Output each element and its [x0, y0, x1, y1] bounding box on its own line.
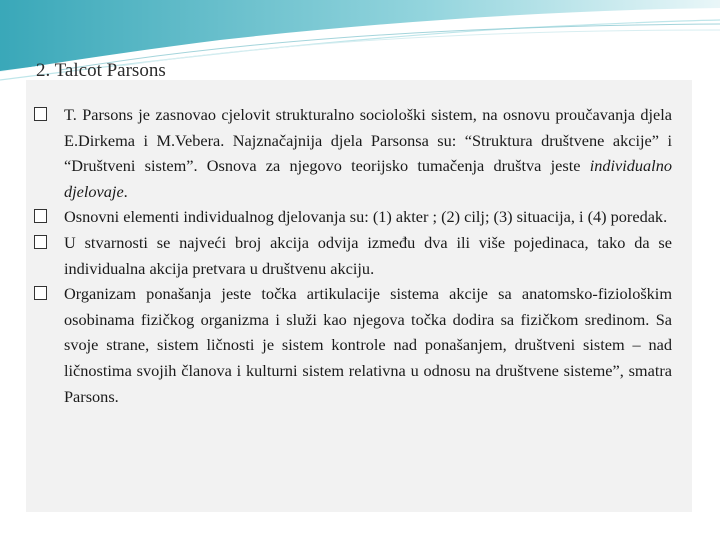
bullet-item: [34, 204, 672, 230]
bullet-text-italic: individualno djelovaje: [64, 156, 672, 201]
bullet-text: Osnovni elementi individualnog djelovanja su: (1) akter ; (2) cilj; (3) situacija, i (4) poredak.: [64, 207, 668, 227]
checkbox-icon: [34, 235, 47, 249]
bullet-item: [34, 281, 672, 409]
checkbox-icon: [34, 107, 47, 121]
bullet-item: [34, 230, 672, 281]
bullet-text-end: .: [123, 181, 128, 201]
bullet-text: U stvarnosti se najveći broj akcija odvija između dva ili više pojedinaca, tako da se individualna akcija pretvara u društvenu akciju.: [64, 232, 672, 278]
checkbox-icon: [34, 209, 47, 223]
bullet-item: [34, 102, 672, 204]
bullet-text: T. Parsons je zasnovao cjelovit strukturalno sociološki sistem, na osnovu proučavanja djela E.Dirkema i M.Vebera. Najznačajnija djela Parsonsa su: “Struktura društvene akcije” i “Društveni sistem”. Osnova za njegovo teorijsko tumačenja društva jeste: [64, 105, 672, 176]
bullet-list: [34, 102, 672, 409]
checkbox-icon: [34, 286, 47, 300]
bullet-text: Organizam ponašanja jeste točka artikulacije sistema akcije sa anatomsko-fiziološkim osobinama fizičkog organizma i služi kao njegova točka dodira sa fizičkom sredinom. Sa svoje strane, sistem ličnosti je sistem kontrole nad ponašanjem, društveni sistem – nad ličnostima svojih članova i kulturni sistem relativna u odnosu na društvene sisteme”, smatra Parsons.: [64, 284, 672, 406]
slide-title: 2. Talcot Parsons: [36, 60, 166, 81]
